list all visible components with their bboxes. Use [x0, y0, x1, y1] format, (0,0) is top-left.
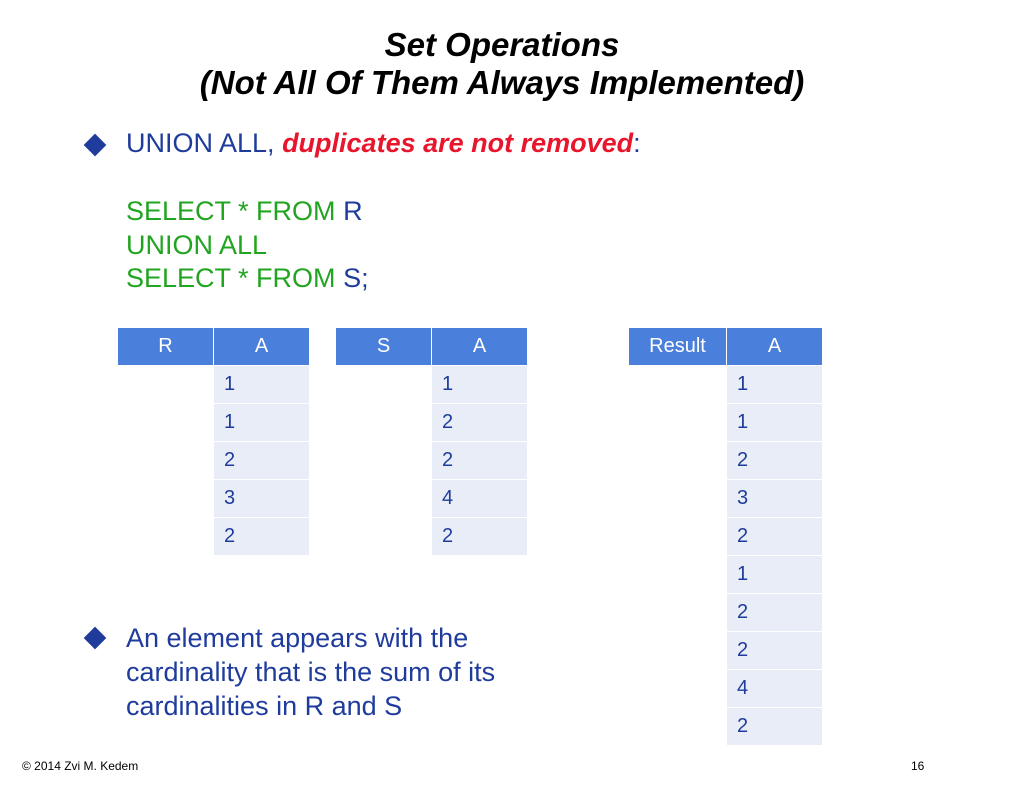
empty-cell — [629, 670, 727, 708]
empty-cell — [336, 366, 432, 404]
sql-keyword: SELECT * FROM — [126, 263, 336, 293]
result-table — [628, 327, 823, 746]
title-line-1: Set Operations — [384, 26, 620, 63]
column-header: A — [214, 328, 310, 366]
bullet-union-all-emphasis: duplicates are not removed — [282, 128, 634, 158]
table-row — [336, 404, 528, 442]
table-row — [629, 556, 823, 594]
value-cell: 2 — [214, 518, 310, 556]
value-cell: 1 — [214, 366, 310, 404]
empty-cell — [336, 404, 432, 442]
bullet-union-all-prefix: UNION ALL, — [126, 128, 283, 158]
value-cell: 4 — [727, 670, 823, 708]
bullet-union-all-suffix: : — [633, 128, 641, 158]
value-cell: 2 — [727, 442, 823, 480]
table-row — [336, 442, 528, 480]
empty-cell — [629, 518, 727, 556]
value-cell: 1 — [727, 366, 823, 404]
value-cell: 2 — [727, 632, 823, 670]
table-row — [629, 404, 823, 442]
table-row — [629, 518, 823, 556]
empty-cell — [118, 404, 214, 442]
title-line-2: (Not All Of Them Always Implemented) — [199, 64, 805, 101]
value-cell: 4 — [432, 480, 528, 518]
value-cell: 2 — [432, 518, 528, 556]
empty-cell — [629, 556, 727, 594]
table-row — [118, 404, 310, 442]
empty-cell — [629, 442, 727, 480]
table-row — [629, 708, 823, 746]
value-cell: 2 — [727, 518, 823, 556]
table-row — [629, 632, 823, 670]
sql-line-1 — [126, 196, 363, 227]
table-row — [336, 518, 528, 556]
value-cell: 2 — [432, 404, 528, 442]
footer-copyright: © 2014 Zvi M. Kedem — [22, 759, 139, 773]
value-cell: 1 — [432, 366, 528, 404]
bullet-cardinality: An element appears with the cardinality that is the sum of its cardinalities in R and S — [126, 623, 496, 721]
value-cell: 2 — [727, 708, 823, 746]
sql-keyword: SELECT * FROM — [126, 196, 336, 226]
empty-cell — [336, 518, 432, 556]
bullet-diamond-icon — [84, 627, 107, 650]
sql-table-name: R — [343, 196, 363, 226]
table-row — [118, 366, 310, 404]
slide-number: 16 — [911, 759, 925, 773]
value-cell: 3 — [214, 480, 310, 518]
sql-line-2 — [126, 230, 267, 261]
empty-cell — [629, 366, 727, 404]
table-row — [336, 480, 528, 518]
value-cell: 2 — [727, 594, 823, 632]
sql-table-name: S; — [343, 263, 369, 293]
value-cell: 3 — [727, 480, 823, 518]
sql-keyword: UNION ALL — [126, 230, 268, 260]
relation-r-table — [117, 327, 310, 556]
empty-cell — [629, 480, 727, 518]
table-row — [629, 366, 823, 404]
table-row — [118, 442, 310, 480]
slide-title — [0, 26, 1004, 102]
column-header: A — [727, 328, 823, 366]
table-row — [629, 480, 823, 518]
empty-cell — [629, 594, 727, 632]
value-cell: 1 — [214, 404, 310, 442]
table-row — [118, 480, 310, 518]
bullet-diamond-icon — [84, 134, 107, 157]
value-cell: 2 — [432, 442, 528, 480]
empty-cell — [118, 366, 214, 404]
empty-cell — [118, 518, 214, 556]
relation-s-table — [335, 327, 528, 556]
value-cell: 1 — [727, 404, 823, 442]
empty-cell — [629, 708, 727, 746]
table-row — [629, 670, 823, 708]
empty-cell — [118, 480, 214, 518]
bullet-union-all — [126, 128, 641, 159]
relation-name-header: S — [336, 328, 432, 366]
empty-cell — [336, 442, 432, 480]
relation-name-header: Result — [629, 328, 727, 366]
table-row — [336, 366, 528, 404]
empty-cell — [629, 632, 727, 670]
column-header: A — [432, 328, 528, 366]
value-cell: 2 — [214, 442, 310, 480]
sql-line-3 — [126, 263, 369, 294]
empty-cell — [629, 404, 727, 442]
value-cell: 1 — [727, 556, 823, 594]
relation-name-header: R — [118, 328, 214, 366]
table-row — [629, 442, 823, 480]
empty-cell — [336, 480, 432, 518]
table-row — [629, 594, 823, 632]
empty-cell — [118, 442, 214, 480]
table-row — [118, 518, 310, 556]
